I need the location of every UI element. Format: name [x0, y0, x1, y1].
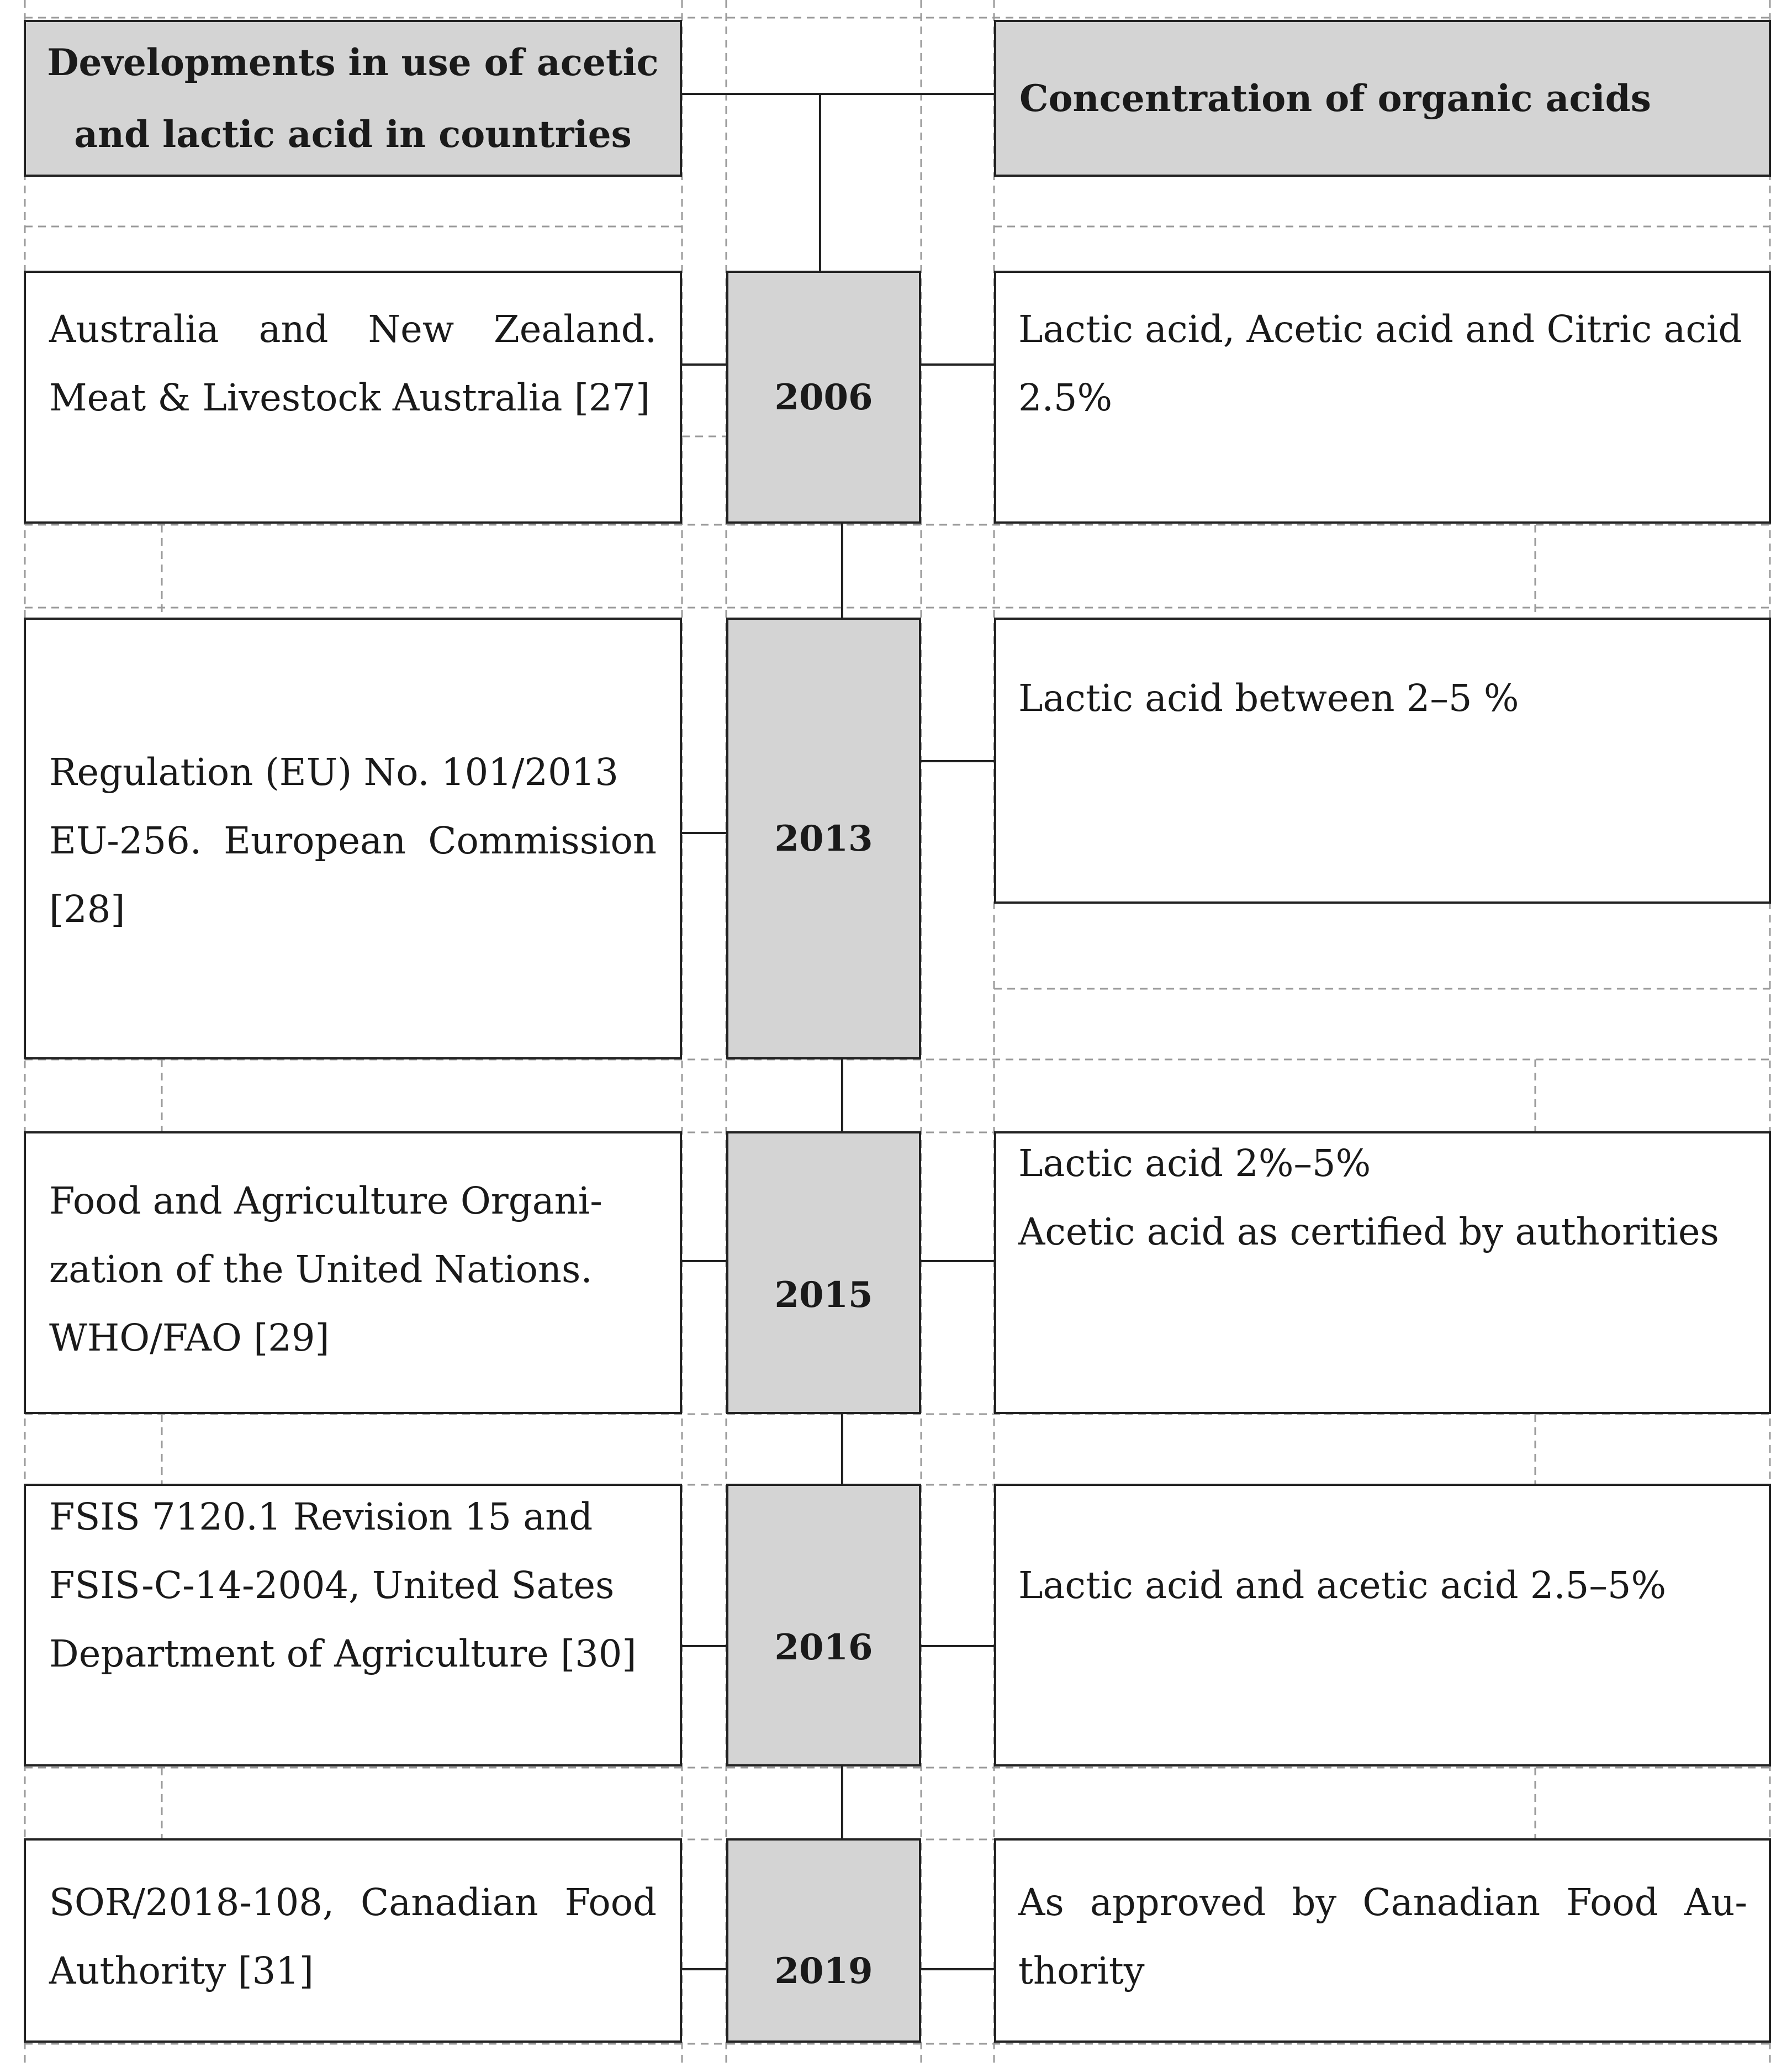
row-2006-left-text-2	[49, 363, 657, 432]
row-2016-right-line-1: Lactic acid and acetic acid 2.5–5%	[1018, 1564, 1667, 1607]
row-2013-right-line-1: Lactic acid between 2–5 %	[1018, 677, 1519, 720]
row-2016-right-text	[1018, 1551, 1747, 1620]
row-2019-left-text-2	[49, 1937, 657, 2005]
row-2006-left-text	[49, 295, 657, 363]
left-header-line-1: Developments in use of acetic	[47, 41, 659, 84]
row-2013-left-line-3: [28]	[49, 888, 125, 931]
row-2006-right-line-2: 2.5%	[1018, 376, 1113, 419]
row-2019-left-text	[49, 1868, 657, 1937]
row-2016-left-line-3: Department of Agriculture [30]	[49, 1632, 637, 1675]
year-box-2006	[726, 271, 921, 524]
year-box-2019	[726, 1838, 921, 2043]
left-header-text	[47, 27, 658, 170]
row-2019-right-line-1: As approved by Canadian Food Au-	[1018, 1881, 1747, 1924]
row-2015-right-box	[994, 1131, 1771, 1414]
year-label-2019: 2019	[774, 1950, 873, 1992]
row-2006-left-line-2: Meat & Livestock Australia [27]	[49, 376, 651, 419]
right-header-box	[994, 20, 1771, 177]
row-2006-right-text	[1018, 295, 1747, 432]
row-2015-right-text	[1018, 1129, 1747, 1266]
row-2006-right-box	[994, 271, 1771, 524]
row-2019-left-line-1: SOR/2018-108, Canadian Food	[49, 1881, 657, 1924]
row-2013-left-text-3	[49, 875, 657, 943]
row-2013-left-text	[49, 738, 657, 806]
row-2019-left-box	[24, 1838, 682, 2043]
year-label-2006: 2006	[774, 376, 873, 418]
row-2019-right-text	[1018, 1868, 1747, 1937]
right-header-text: Concentration of organic acids	[1019, 77, 1651, 120]
row-2016-left-text	[49, 1483, 657, 1688]
year-box-2015	[726, 1131, 921, 1414]
row-2015-right-line-2: Acetic acid as certified by authorities	[1018, 1210, 1719, 1253]
row-2019-right-line-2: thority	[1018, 1949, 1145, 1992]
year-label-2016: 2016	[774, 1626, 873, 1668]
left-header-box	[24, 20, 682, 177]
row-2019-left-line-2: Authority [31]	[49, 1949, 314, 1992]
left-header-line-2: and lactic acid in countries	[74, 113, 632, 156]
row-2016-left-box	[24, 1484, 682, 1767]
row-2015-left-line-1: Food and Agriculture Organi-	[49, 1179, 602, 1222]
row-2013-left-line-1: Regulation (EU) No. 101/2013	[49, 751, 619, 794]
row-2015-right-line-1: Lactic acid 2%–5%	[1018, 1142, 1371, 1185]
row-2019-right-box	[994, 1838, 1771, 2043]
year-box-2013	[726, 618, 921, 1059]
row-2013-right-text	[1018, 664, 1747, 732]
row-2013-right-box	[994, 618, 1771, 904]
year-box-2016	[726, 1484, 921, 1767]
row-2016-right-box	[994, 1484, 1771, 1767]
row-2016-left-line-2: FSIS-C-14-2004, United Sates	[49, 1564, 615, 1607]
row-2013-left-line-2: EU-256. European Commission	[49, 819, 657, 862]
year-label-2015: 2015	[774, 1274, 873, 1316]
row-2016-left-line-1: FSIS 7120.1 Revision 15 and	[49, 1495, 593, 1538]
row-2006-left-box	[24, 271, 682, 524]
row-2013-left-text-2	[49, 806, 657, 875]
row-2013-left-box	[24, 618, 682, 1059]
row-2006-right-line-1: Lactic acid, Acetic acid and Citric acid	[1018, 308, 1742, 351]
year-label-2013: 2013	[774, 818, 873, 860]
row-2015-left-box	[24, 1131, 682, 1414]
row-2019-right-text-2	[1018, 1937, 1747, 2005]
row-2015-left-line-3: WHO/FAO [29]	[49, 1316, 330, 1359]
row-2006-left-line-1: Australia and New Zealand.	[49, 308, 657, 351]
row-2015-left-text	[49, 1167, 657, 1372]
row-2015-left-line-2: zation of the United Nations.	[49, 1248, 593, 1291]
